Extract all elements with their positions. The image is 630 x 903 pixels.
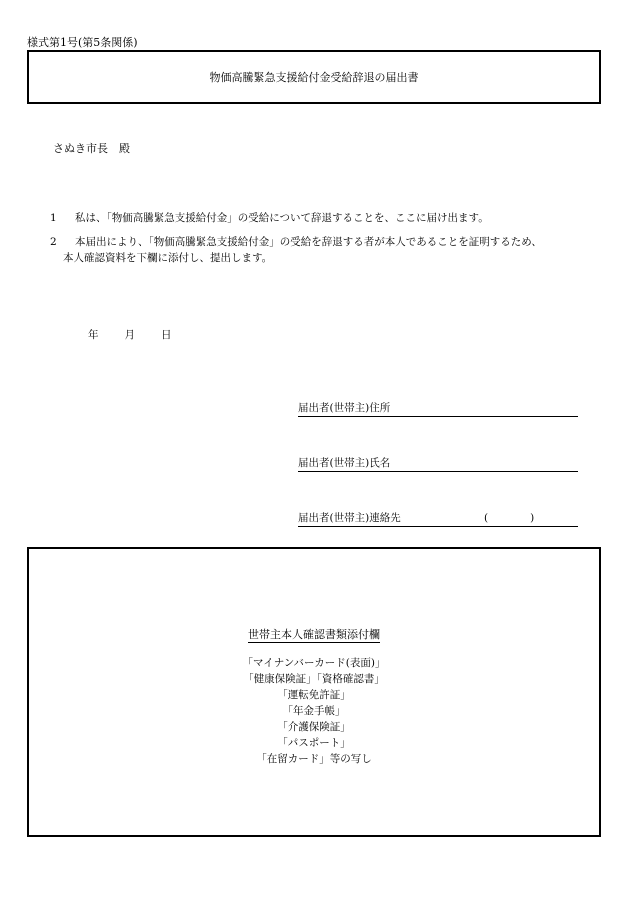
item-text: 本届出により、「物価高騰緊急支援給付金」の受給を辞退する者が本人であることを証明するため、 xyxy=(75,236,542,248)
addressee: さぬき市長 殿 xyxy=(53,142,130,155)
title-box xyxy=(27,50,601,104)
attachment-title: 世帯主本人確認書類添付欄 xyxy=(248,628,380,641)
item-number: 2 xyxy=(50,236,57,248)
name-label: 届出者(世帯主)氏名 xyxy=(298,457,391,469)
document-item: 「パスポート」 xyxy=(277,737,351,749)
address-field[interactable] xyxy=(298,401,578,417)
date-year: 年 xyxy=(88,329,99,341)
date-line xyxy=(88,327,198,342)
statement-item-2 xyxy=(50,234,542,266)
name-field[interactable] xyxy=(298,456,578,472)
document-item: 「運転免許証」 xyxy=(277,689,351,701)
item-text-continued: 本人確認資料を下欄に添付し、提出します。 xyxy=(63,252,273,264)
document-item: 「在留カード」等の写し xyxy=(256,753,372,765)
date-month: 月 xyxy=(124,329,135,341)
item-text: 私は、「物価高騰緊急支援給付金」の受給について辞退することを、ここに届け出ます。 xyxy=(75,212,489,224)
attachment-document-list xyxy=(29,655,599,767)
document-item: 「年金手帳」 xyxy=(282,705,346,717)
item-number: 1 xyxy=(50,212,57,224)
address-label: 届出者(世帯主)住所 xyxy=(298,402,391,414)
contact-field[interactable] xyxy=(298,511,578,527)
statement-item-1 xyxy=(50,210,489,226)
document-item: 「健康保険証」「資格確認書」 xyxy=(243,673,385,685)
document-item: 「マイナンバーカード(表面)」 xyxy=(242,657,386,669)
form-number: 様式第1号(第5条関係) xyxy=(27,36,138,49)
document-title: 物価高騰緊急支援給付金受給辞退の届出書 xyxy=(209,71,419,84)
attachment-box xyxy=(27,547,601,837)
date-day: 日 xyxy=(161,329,172,341)
contact-phone-parentheses: ( ) xyxy=(484,512,535,524)
document-item: 「介護保険証」 xyxy=(277,721,351,733)
contact-label: 届出者(世帯主)連絡先 xyxy=(298,512,401,524)
